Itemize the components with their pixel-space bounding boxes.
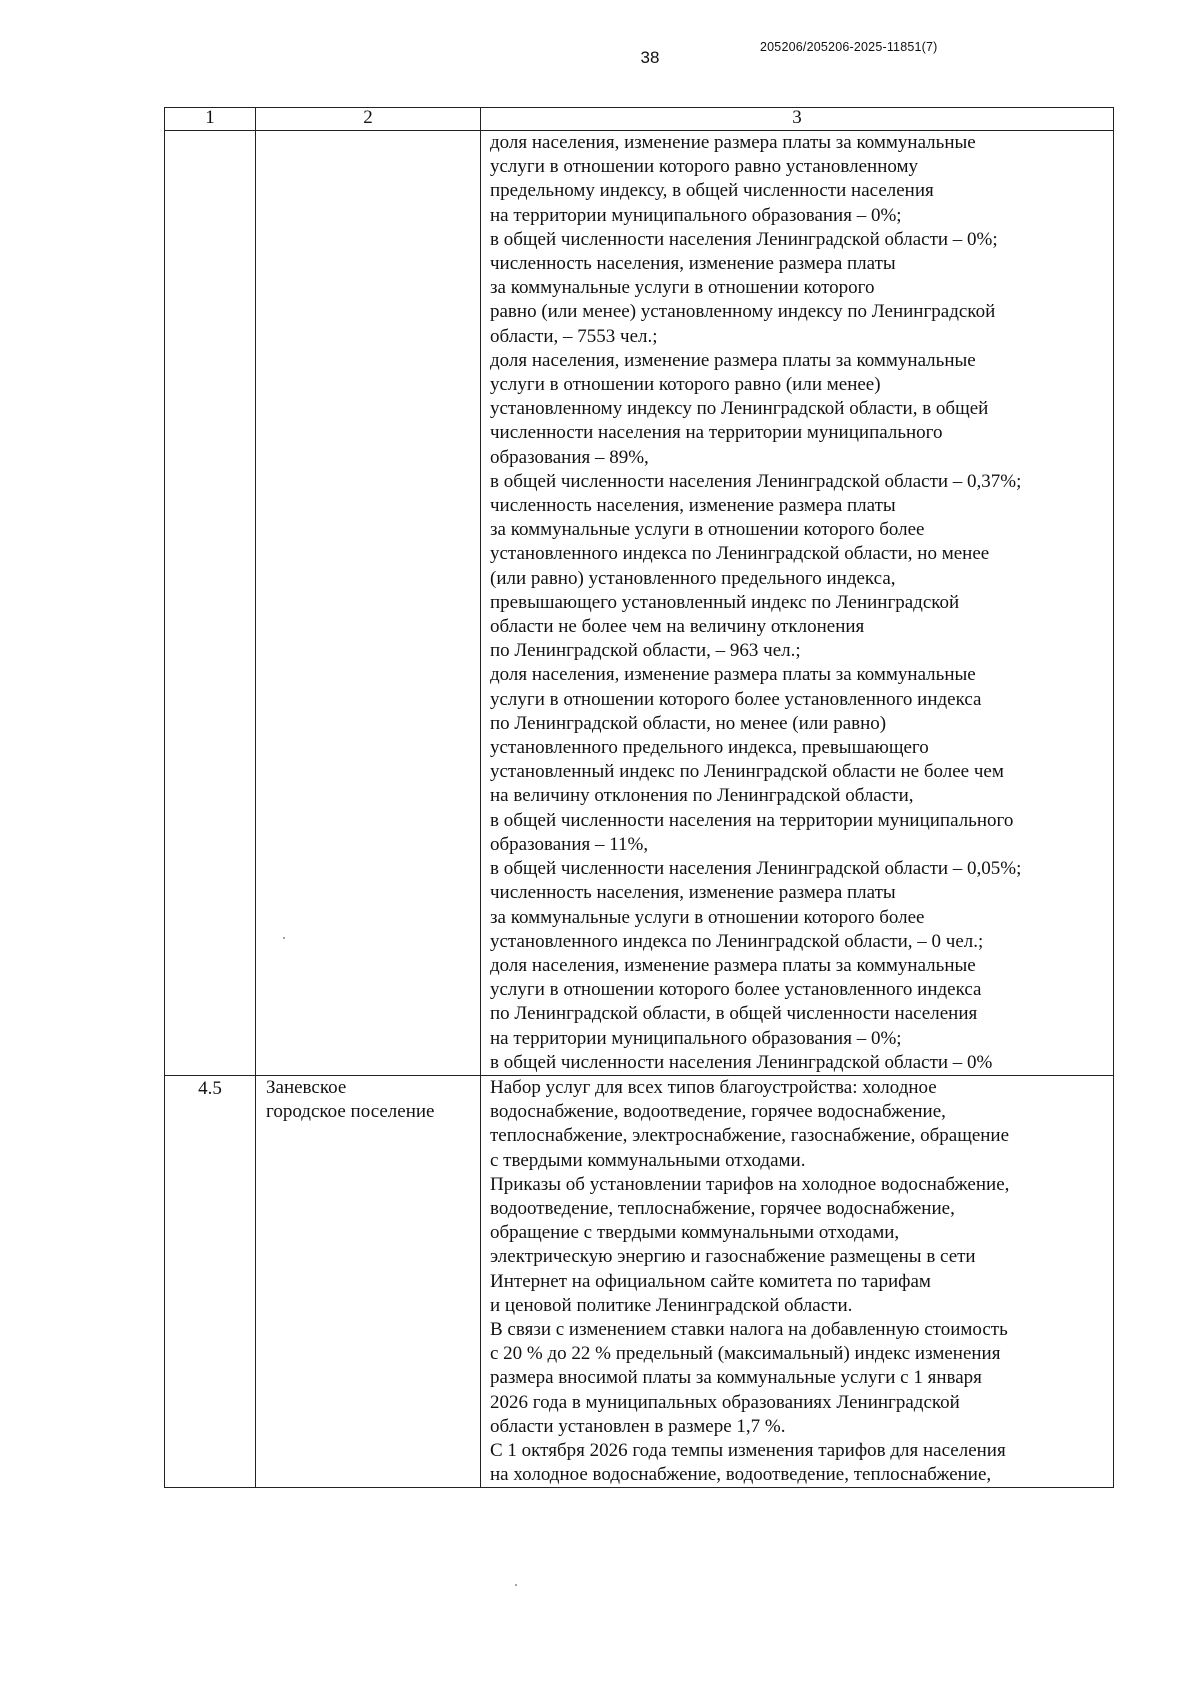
- row-text-line: на холодное водоснабжение, водоотведение, теплоснабжение,: [490, 1464, 992, 1486]
- data-table: [164, 107, 1114, 1488]
- row-text-line: с твердыми коммунальными отходами.: [490, 1149, 806, 1171]
- row-text-line: по Ленинградской области, но менее (или равно): [490, 712, 887, 734]
- row-text-line: водоотведение, теплоснабжение, горячее водоснабжение,: [490, 1197, 955, 1219]
- page-number: 38: [640, 48, 660, 67]
- row-text-line: численности населения на территории муниципального: [490, 422, 943, 444]
- scan-speck: [515, 1584, 517, 1586]
- column-header-3: 3: [481, 108, 1114, 131]
- row-text-line: в общей численности населения Ленинградской области – 0,05%;: [490, 858, 1022, 880]
- row-number: 4.5: [165, 1075, 256, 1487]
- row-text-line: за коммунальные услуги в отношении которого более: [490, 519, 925, 541]
- row-text-line: установленный индекс по Ленинградской области не более чем: [490, 761, 1004, 783]
- row-text-line: обращение с твердыми коммунальными отходами,: [490, 1222, 900, 1244]
- row-text-line: по Ленинградской области, – 963 чел.;: [490, 640, 801, 662]
- row-text-line: Набор услуг для всех типов благоустройства: холодное: [490, 1076, 937, 1098]
- row-text-line: размера вносимой платы за коммунальные услуги с 1 января: [490, 1367, 982, 1389]
- row-text-line: Приказы об установлении тарифов на холодное водоснабжение,: [490, 1173, 1010, 1195]
- row-text-line: на величину отклонения по Ленинградской области,: [490, 785, 914, 807]
- row-name: [256, 131, 481, 1076]
- row-text-line: и ценовой политике Ленинградской области.: [490, 1294, 853, 1316]
- row-text-line: доля населения, изменение размера платы за коммунальные: [490, 664, 976, 686]
- row-text-line: доля населения, изменение размера платы за коммунальные: [490, 349, 976, 371]
- column-header-2: 2: [256, 108, 481, 131]
- row-name: [256, 1075, 481, 1487]
- row-text-line: за коммунальные услуги в отношении которого более: [490, 906, 925, 928]
- row-text-line: с 20 % до 22 % предельный (максимальный) индекс изменения: [490, 1343, 1001, 1365]
- row-text-line: по Ленинградской области, в общей численности населения: [490, 1003, 978, 1025]
- row-text-line: установленного предельного индекса, превышающего: [490, 737, 929, 759]
- row-text-line: в общей численности населения Ленинградской области – 0%;: [490, 228, 998, 250]
- row-text-line: 2026 года в муниципальных образованиях Ленинградской: [490, 1391, 960, 1413]
- row-text-line: численность населения, изменение размера платы: [490, 882, 896, 904]
- row-text-line: водоснабжение, водоотведение, горячее водоснабжение,: [490, 1101, 946, 1123]
- row-text-line: установленному индексу по Ленинградской области, в общей: [490, 398, 989, 420]
- row-number: [165, 131, 256, 1076]
- row-text-line: на территории муниципального образования – 0%;: [490, 204, 902, 226]
- row-text-line: Интернет на официальном сайте комитета по тарифам: [490, 1270, 931, 1292]
- row-text-line: за коммунальные услуги в отношении которого: [490, 277, 875, 299]
- row-text-line: услуги в отношении которого равно установленному: [490, 156, 919, 178]
- table-row: [165, 1075, 1114, 1487]
- row-text-line: образования – 89%,: [490, 446, 649, 468]
- row-name-line: городское поселение: [266, 1101, 435, 1123]
- row-text-line: предельному индексу, в общей численности населения: [490, 180, 934, 202]
- row-text-line: в общей численности населения Ленинградской области – 0%: [490, 1051, 993, 1073]
- row-text: [481, 131, 1114, 1076]
- row-text-line: в общей численности населения Ленинградской области – 0,37%;: [490, 470, 1022, 492]
- row-text-line: услуги в отношении которого равно (или менее): [490, 374, 881, 396]
- row-text-line: установленного индекса по Ленинградской области, но менее: [490, 543, 990, 565]
- row-text-line: равно (или менее) установленному индексу по Ленинградской: [490, 301, 996, 323]
- row-text-line: электрическую энергию и газоснабжение размещены в сети: [490, 1246, 976, 1268]
- row-text-line: В связи с изменением ставки налога на добавленную стоимость: [490, 1318, 1008, 1340]
- row-text-line: (или равно) установленного предельного индекса,: [490, 567, 896, 589]
- row-text: [481, 1075, 1114, 1487]
- row-text-line: области установлен в размере 1,7 %.: [490, 1415, 786, 1437]
- row-text-line: области, – 7553 чел.;: [490, 325, 658, 347]
- document-id: 205206/205206-2025-11851(7): [760, 40, 938, 54]
- row-text-line: в общей численности населения на территории муниципального: [490, 809, 1014, 831]
- row-text-line: доля населения, изменение размера платы за коммунальные: [490, 954, 976, 976]
- scan-speck: [283, 937, 285, 939]
- table-header-row: [165, 108, 1114, 131]
- row-text-line: С 1 октября 2026 года темпы изменения тарифов для населения: [490, 1439, 1006, 1461]
- row-text-line: услуги в отношении которого более установленного индекса: [490, 688, 982, 710]
- row-text-line: численность населения, изменение размера платы: [490, 253, 896, 275]
- row-text-line: доля населения, изменение размера платы за коммунальные: [490, 132, 976, 153]
- row-text-line: образования – 11%,: [490, 833, 649, 855]
- row-text-line: численность населения, изменение размера платы: [490, 495, 896, 517]
- row-text-line: установленного индекса по Ленинградской области, – 0 чел.;: [490, 930, 984, 952]
- table-row: [165, 131, 1114, 1076]
- row-text-line: области не более чем на величину отклонения: [490, 616, 865, 638]
- row-text-line: услуги в отношении которого более установленного индекса: [490, 979, 982, 1001]
- column-header-1: 1: [165, 108, 256, 131]
- row-name-line: Заневское: [266, 1076, 347, 1098]
- row-text-line: превышающего установленный индекс по Ленинградской: [490, 591, 960, 613]
- row-text-line: на территории муниципального образования – 0%;: [490, 1027, 902, 1049]
- row-text-line: теплоснабжение, электроснабжение, газоснабжение, обращение: [490, 1125, 1010, 1147]
